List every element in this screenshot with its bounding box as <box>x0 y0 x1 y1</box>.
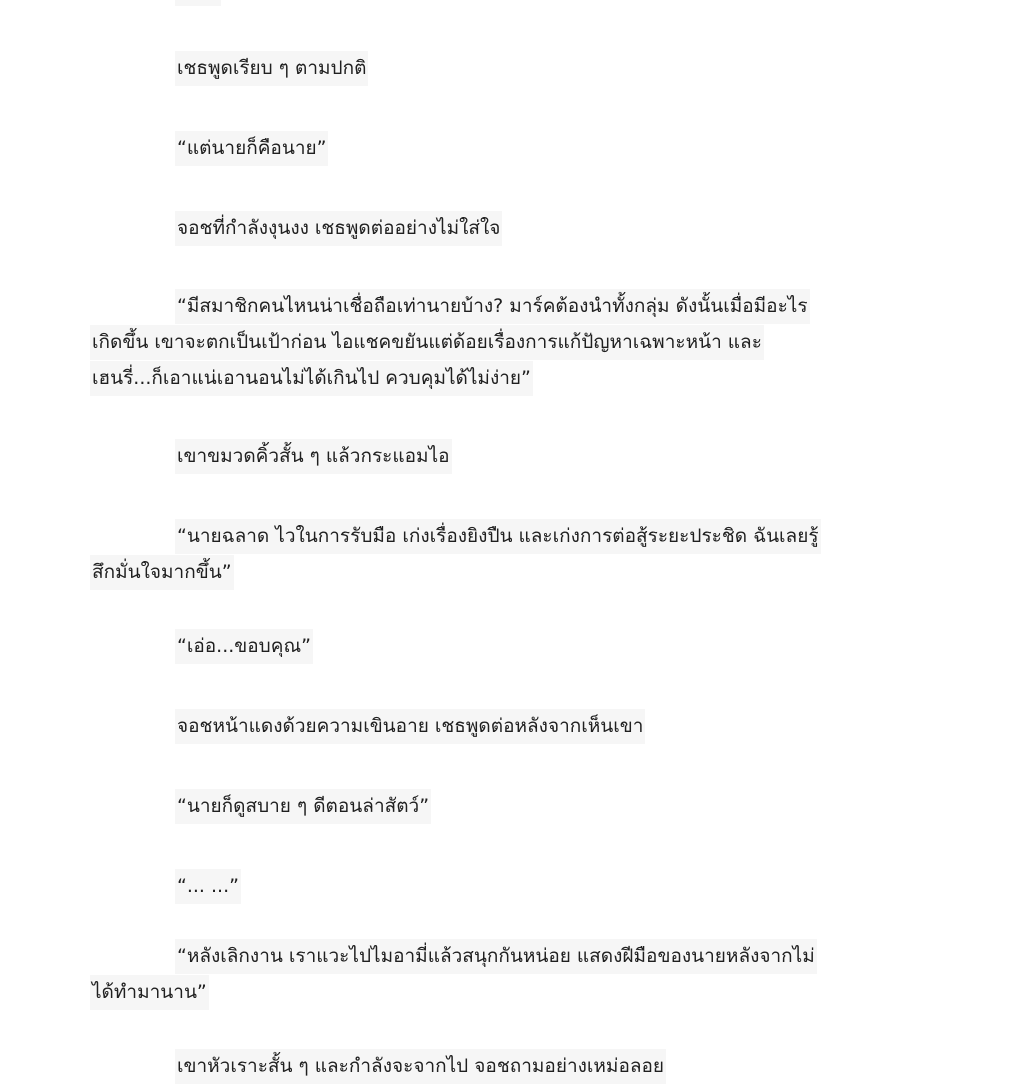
text-line <box>0 974 817 1010</box>
text-line <box>0 554 821 590</box>
paragraph <box>0 288 810 396</box>
text-line <box>0 438 452 474</box>
text-line <box>0 708 645 744</box>
text-line-content: เขาขมวดคิ้วสั้น ๆ แล้วกระแอมไอ <box>175 439 452 474</box>
text-line-content: “มีสมาชิกคนไหนน่าเชื่อถือเท่านายบ้าง? มาร์คต้องนำทั้งกลุ่ม ดังนั้นเมื่อมีอะไร <box>175 289 810 324</box>
text-line <box>0 324 810 360</box>
text-line-content: จอชที่กำลังงุนงง เชธพูดต่ออย่างไม่ใส่ใจ <box>175 211 502 246</box>
text-line <box>0 1048 666 1084</box>
text-line-content: เชธพูดเรียบ ๆ ตามปกติ <box>175 51 368 86</box>
paragraph <box>0 938 817 1010</box>
paragraph <box>0 518 821 590</box>
paragraph <box>0 0 1015 6</box>
text-line <box>0 50 368 86</box>
text-line-content: “หลังเลิกงาน เราแวะไปไมอามี่แล้วสนุกกันหน่อย แสดงฝีมือของนายหลังจากไม่ <box>175 939 817 974</box>
text-line <box>0 360 810 396</box>
text-line <box>0 938 817 974</box>
text-line-content: ได้ทำมานาน” <box>90 975 209 1010</box>
text-line-content: เขาหัวเราะสั้น ๆ และกำลังจะจากไป จอชถามอย่างเหม่อลอย <box>175 1049 666 1084</box>
text-line <box>0 288 810 324</box>
paragraph <box>0 50 368 86</box>
text-line <box>0 210 502 246</box>
text-line <box>0 628 313 664</box>
paragraph <box>0 1048 666 1084</box>
text-line-content <box>175 0 221 6</box>
paragraph <box>0 438 452 474</box>
text-line <box>0 518 821 554</box>
text-line <box>0 130 328 166</box>
text-line-content: “... ...” <box>175 869 241 904</box>
text-line-content: จอชหน้าแดงด้วยความเขินอาย เชธพูดต่อหลังจากเห็นเขา <box>175 709 645 744</box>
text-line <box>0 0 1015 6</box>
paragraph <box>0 788 431 824</box>
text-line <box>0 868 241 904</box>
text-line-content: “แต่นายก็คือนาย” <box>175 131 328 166</box>
paragraph <box>0 130 328 166</box>
text-line-content: “นายก็ดูสบาย ๆ ดีตอนล่าสัตว์” <box>175 789 431 824</box>
text-line-content: “นายฉลาด ไวในการรับมือ เก่งเรื่องยิงปืน และเก่งการต่อสู้ระยะประชิด ฉันเลยรู้ <box>175 519 821 554</box>
paragraph <box>0 628 313 664</box>
paragraph <box>0 708 645 744</box>
text-line-content: สึกมั่นใจมากขึ้น” <box>90 555 234 590</box>
paragraph <box>0 210 502 246</box>
text-line-content: เฮนรี่...ก็เอาแน่เอานอนไม่ได้เกินไป ควบคุมได้ไม่ง่าย” <box>90 361 533 396</box>
text-line <box>0 788 431 824</box>
text-line-content: “เอ่อ...ขอบคุณ” <box>175 629 313 664</box>
paragraph <box>0 868 241 904</box>
text-line-content: เกิดขึ้น เขาจะตกเป็นเป้าก่อน ไอแชคขยันแต่ด้อยเรื่องการแก้ปัญหาเฉพาะหน้า และ <box>90 325 764 360</box>
